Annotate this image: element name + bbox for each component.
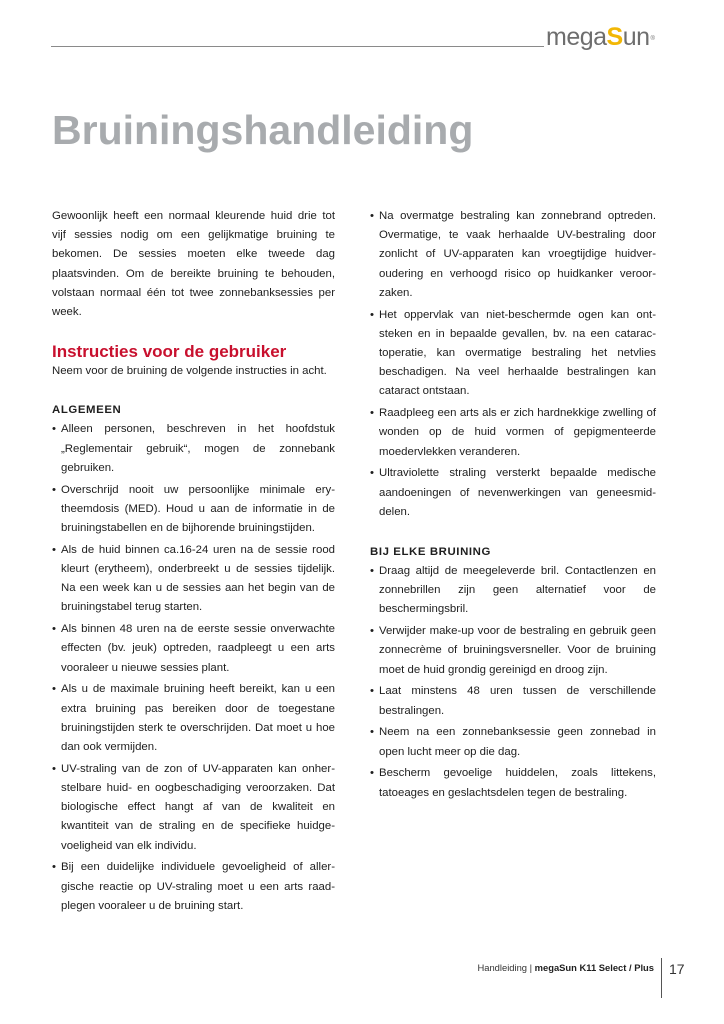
section-heading: Instructies voor de gebruiker bbox=[52, 342, 287, 362]
logo-sun-s: S bbox=[606, 23, 623, 51]
footer-separator: | bbox=[527, 962, 535, 973]
list-item-text: Alleen personen, beschreven in het hoofdstuk „Reglementair gebruik“, mogen de zonnebank gebruiken. bbox=[61, 423, 335, 474]
list-item-text: UV-straling van de zon of UV-apparaten kan onherstelbare huid- en oogbeschadiging veroorzaken. Dat biologische effect hangt af van de kwaliteit en kwantiteit van de straling en de specifieke huidgevoeligheid van elk individu. bbox=[61, 762, 335, 852]
list-item-text: Na overmatge bestraling kan zonnebrand optreden. Overmatige, te vaak herhaalde UV-bestraling door zonlicht of UV-apparaten kan vroegtijdige huidveroudering en verhoogd risico op huidkanker veroorzaken. bbox=[379, 210, 656, 299]
subheading-algemeen: ALGEMEEN bbox=[52, 404, 122, 417]
footer-doc-label: Handleiding bbox=[477, 962, 528, 973]
bullet-icon: • bbox=[370, 685, 374, 698]
list-item-text: Bij een duidelijke individuele gevoeligheid of allergische reactie op UV-straling moet u een arts raadplegen vooraleer u de bruining start. bbox=[61, 861, 335, 912]
page-number: 17 bbox=[669, 961, 685, 977]
list-item bbox=[370, 562, 656, 620]
bullet-icon: • bbox=[52, 683, 56, 696]
bullet-icon: • bbox=[370, 407, 374, 420]
intro-paragraph: Gewoonlijk heeft een normaal kleurende huid drie tot vijf sessies nodig om een gelijkmatige bruining te bekomen. De sessies moeten elke tweede dag plaatsvinden. Om de bereikte bruining te behouden, volstaan normaal één tot twee zonnebanksessies per week. bbox=[52, 210, 335, 319]
list-item bbox=[370, 404, 656, 462]
list-item bbox=[370, 306, 656, 402]
list-item-text: Laat minstens 48 uren tussen de verschillende bestralingen. bbox=[379, 685, 656, 717]
footer-divider bbox=[661, 958, 662, 998]
list-item bbox=[52, 541, 335, 618]
bullet-icon: • bbox=[370, 565, 374, 578]
list-item bbox=[52, 858, 335, 916]
list-item bbox=[52, 481, 335, 539]
bullet-icon: • bbox=[370, 726, 374, 739]
footer-product: megaSun K11 Select / Plus bbox=[534, 962, 654, 973]
bullet-icon: • bbox=[370, 467, 374, 480]
right-column bbox=[370, 207, 656, 805]
header-rule bbox=[51, 46, 544, 47]
list-item bbox=[370, 682, 656, 720]
megasun-logo bbox=[546, 22, 654, 52]
bullet-icon: • bbox=[370, 308, 374, 321]
bij-elke-bruining-list bbox=[370, 562, 656, 803]
list-item-text: Als binnen 48 uren na de eerste sessie onverwachte effecten (bv. jeuk) optreden, raadpleegt u een arts vooraleer u nieuwe sessies plant. bbox=[61, 623, 335, 674]
bullet-icon: • bbox=[370, 767, 374, 780]
list-item-text: Overschrijd nooit uw persoonlijke minimale erytheemdosis (MED). Houd u aan de informatie in de bruiningstabellen en de bijhorende bruiningstijden. bbox=[61, 483, 335, 535]
list-item bbox=[52, 760, 335, 856]
bullet-icon: • bbox=[52, 861, 56, 874]
list-item bbox=[52, 680, 335, 757]
list-item bbox=[370, 207, 656, 303]
registered-mark: ® bbox=[650, 36, 655, 42]
list-item-text: Raadpleeg een arts als er zich hardnekkige zwelling of wonden op de huid vormen of gepigmenteerde moedervlekken veranderen. bbox=[379, 407, 656, 458]
bullet-icon: • bbox=[52, 423, 56, 436]
page-title: Bruiningshandleiding bbox=[52, 107, 474, 153]
section-intro: Neem voor de bruining de volgende instructies in acht. bbox=[52, 365, 327, 378]
list-item bbox=[370, 464, 656, 522]
bullet-icon: • bbox=[52, 623, 56, 636]
list-item-text: Draag altijd de meegeleverde bril. Contactlenzen en zonnebrillen zijn geen alternatief voor de beschermingsbril. bbox=[379, 565, 656, 616]
algemeen-list bbox=[52, 420, 335, 916]
bullet-icon: • bbox=[52, 483, 56, 496]
logo-prefix: mega bbox=[546, 23, 607, 51]
subheading-bij-elke-bruining: BIJ ELKE BRUINING bbox=[370, 546, 491, 559]
bullet-icon: • bbox=[370, 625, 374, 638]
bullet-icon: • bbox=[52, 543, 56, 556]
list-item-text: Ultraviolette straling versterkt bepaalde medische aandoeningen of nevenwerkingen van geneesmiddelen. bbox=[379, 467, 656, 518]
list-item-text: Bescherm gevoelige huiddelen, zoals littekens, tatoeages en geslachtsdelen tegen de bestraling. bbox=[379, 767, 656, 799]
list-item bbox=[52, 420, 335, 478]
warnings-list bbox=[370, 207, 656, 522]
bullet-icon: • bbox=[52, 762, 56, 775]
footer-label bbox=[477, 962, 654, 973]
list-item bbox=[370, 622, 656, 680]
logo-suffix: un bbox=[622, 23, 650, 51]
list-item-text: Als u de maximale bruining heeft bereikt, kan u een extra bruining pas bereiken door de toegestane bruiningstijden sterk te overschrijden. Dat moet u hoe dan ook vermijden. bbox=[61, 683, 335, 754]
bullet-icon: • bbox=[370, 210, 374, 222]
list-item-text: Als de huid binnen ca.16-24 uren na de sessie rood kleurt (erytheem), onderbreekt u de sessies tijdelijk. Na een week kan u de sessies aan het begin van de bruiningstabel terug starten. bbox=[61, 543, 335, 614]
list-item-text: Neem na een zonnebanksessie geen zonnebad in open lucht meer op die dag. bbox=[379, 726, 656, 758]
left-column bbox=[52, 207, 335, 919]
list-item bbox=[370, 723, 656, 761]
list-item-text: Het oppervlak van niet-beschermde ogen kan ontsteken en in bepaalde gevallen, bv. na een cataractoperatie, kan overmatige bestraling het netvlies beschadigen. Na veel herhaalde bestralingen kan cataract ontstaan. bbox=[379, 308, 656, 398]
list-item bbox=[370, 764, 656, 802]
list-item-text: Verwijder make-up voor de bestraling en gebruik geen zonnecrème of bruiningsversneller. Voor de bruining moet de huid grondig gereinigd en droog zijn. bbox=[379, 625, 656, 676]
list-item bbox=[52, 620, 335, 678]
